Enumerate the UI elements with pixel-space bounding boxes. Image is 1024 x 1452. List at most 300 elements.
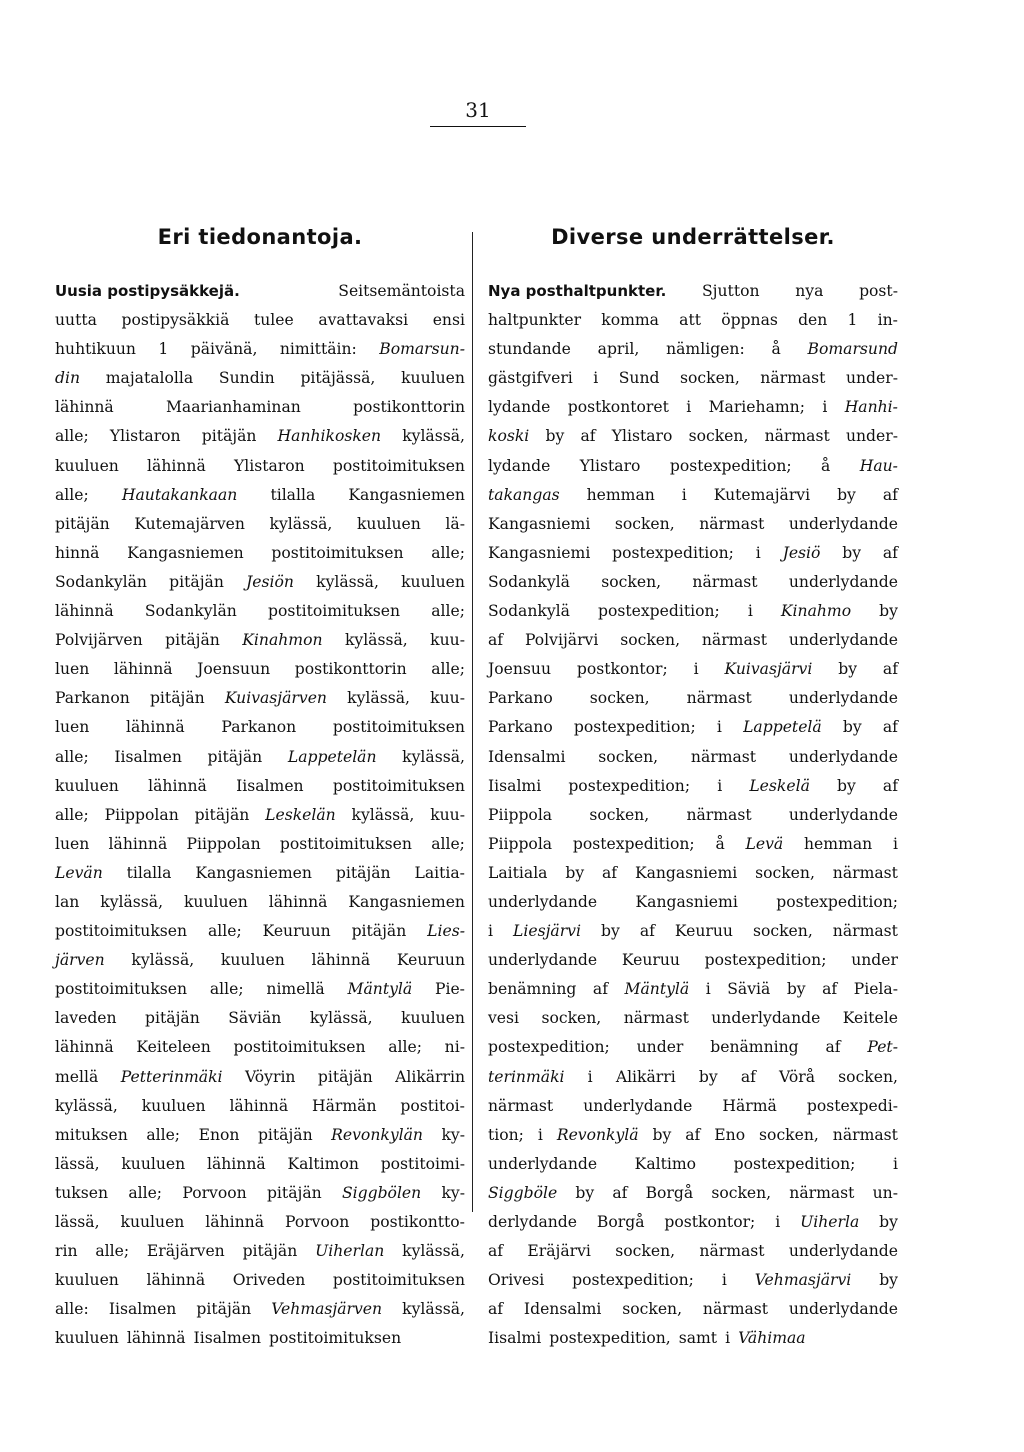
paragraph-lead: Uusia postipysäkkejä.	[55, 282, 240, 300]
text-word: Uiherlan	[315, 1242, 385, 1261]
text-word: Ylistaron	[233, 456, 305, 475]
text-word: nya	[795, 282, 824, 300]
text-word: af	[740, 1067, 756, 1086]
text-word: Orivesi	[488, 1271, 545, 1290]
text-word: närmast	[690, 747, 757, 766]
text-word: samt	[678, 1329, 718, 1348]
text-line	[55, 1033, 465, 1062]
text-word: i	[721, 1271, 727, 1290]
text-word: i	[593, 369, 599, 388]
text-word: Keuruun	[262, 922, 331, 941]
text-word: gästgifveri	[488, 369, 573, 388]
text-line	[55, 801, 465, 830]
text-word: alle;	[95, 1242, 130, 1261]
text-word: socken,	[688, 427, 749, 446]
text-word: postitoimituksen	[269, 1329, 402, 1348]
text-word: i	[775, 1213, 781, 1231]
text-word: pitäjän	[317, 1067, 373, 1086]
text-word: postexpedition;	[733, 1154, 856, 1173]
text-word: underlydande	[583, 1096, 693, 1115]
text-word: Porvoon	[284, 1213, 350, 1231]
text-word: Liesjärvi	[513, 922, 581, 941]
text-line	[55, 1324, 465, 1353]
text-word: Kangasniemi	[488, 514, 591, 533]
text-word: Kutemajärven	[134, 514, 245, 533]
text-word: by	[786, 980, 806, 999]
text-word: Säviä	[727, 980, 771, 999]
text-line	[55, 393, 465, 422]
text-word: lä-	[445, 514, 465, 533]
text-word: lässä,	[55, 1154, 100, 1173]
text-word: Sodankylä	[488, 572, 570, 591]
text-word: underlydande	[788, 689, 898, 708]
text-line	[488, 830, 898, 859]
text-word: socken,	[614, 514, 675, 533]
text-word: i	[822, 398, 828, 417]
text-word: by	[879, 1271, 898, 1290]
text-word: by	[565, 863, 585, 882]
text-line	[55, 917, 465, 946]
text-word: Sodankylä	[488, 602, 570, 621]
text-word: närmast	[699, 1242, 765, 1261]
text-word: pitäjän	[165, 631, 220, 650]
text-word: luen	[55, 660, 90, 679]
text-word: lan	[55, 892, 80, 911]
text-word: i	[755, 543, 761, 562]
text-word: Kutemajärvi	[713, 485, 811, 504]
text-word: Säviän	[228, 1009, 282, 1028]
text-word: postitoimituksen	[332, 776, 465, 795]
text-line	[488, 917, 898, 946]
text-word: Parkanon	[55, 689, 130, 708]
text-word: Borgå	[645, 1183, 694, 1202]
text-word: Härmä	[722, 1096, 777, 1115]
text-word: kuuluen	[220, 951, 285, 970]
section-title-finnish: Eri tiedonantoja.	[157, 225, 363, 249]
text-line	[488, 481, 898, 510]
text-word: Vörå	[779, 1067, 816, 1086]
text-line	[488, 1150, 898, 1179]
text-word: benämning	[488, 980, 577, 999]
text-word: Iisalmi	[488, 776, 542, 795]
text-word: Maarianhaminan	[165, 398, 301, 417]
text-word: postitoimituksen	[332, 456, 465, 475]
text-line	[55, 888, 465, 917]
text-word: kuuluen	[55, 456, 119, 475]
section-title-swedish: Diverse underrättelser.	[551, 225, 835, 249]
text-word: kuuluen	[121, 1154, 186, 1173]
text-word: ky-	[441, 1125, 465, 1144]
text-word: Vöyrin	[244, 1067, 296, 1086]
text-word: Sund	[618, 369, 660, 388]
text-line	[55, 510, 465, 539]
text-word: alle;	[55, 485, 89, 504]
text-word: socken,	[680, 369, 740, 388]
text-line	[488, 422, 898, 451]
text-line	[55, 277, 465, 306]
text-word: Laitiala	[488, 863, 548, 882]
text-word: kuuluen	[55, 1271, 119, 1290]
text-word: å	[821, 456, 831, 475]
text-line	[488, 859, 898, 888]
text-line	[55, 772, 465, 801]
text-word: kylässä,	[402, 1300, 465, 1319]
text-word: by	[575, 1183, 595, 1202]
text-word: alle;	[207, 922, 242, 941]
text-line	[488, 626, 898, 655]
text-word: Idensalmi	[523, 1300, 602, 1319]
text-word: järven	[55, 951, 105, 970]
text-line	[488, 452, 898, 481]
text-word: lähinnä	[229, 1096, 289, 1115]
text-line	[55, 1150, 465, 1179]
text-word: postikonttorin	[294, 660, 407, 679]
text-word: i	[892, 1154, 898, 1173]
text-word: underlydande	[788, 572, 898, 591]
text-word: Lappetelän	[287, 747, 377, 766]
text-word: i	[681, 485, 687, 504]
text-word: i	[892, 834, 898, 853]
text-line	[55, 364, 465, 393]
text-word: kylässä,	[347, 689, 410, 708]
text-word: kylässä,	[309, 1009, 373, 1028]
text-word: Bomarsund	[807, 340, 898, 359]
text-word: rin	[55, 1242, 78, 1261]
text-word: Piippola	[488, 805, 553, 824]
text-line	[488, 1092, 898, 1121]
text-line	[55, 830, 465, 859]
text-word: Pie-	[434, 980, 465, 999]
text-word: tion;	[488, 1125, 524, 1144]
finnish-column	[55, 225, 465, 1353]
text-word: alle;	[55, 427, 89, 446]
text-line	[55, 1121, 465, 1150]
text-word: närmast	[832, 922, 898, 941]
text-word: Revonkylän	[331, 1125, 423, 1144]
text-word: under	[851, 951, 898, 970]
text-word: laveden	[55, 1009, 117, 1028]
text-word: kuu-	[430, 631, 465, 650]
text-line	[55, 452, 465, 481]
text-word: lähinnä	[147, 456, 206, 475]
text-word: kuuluen	[141, 1096, 206, 1115]
text-line	[488, 539, 898, 568]
text-line	[488, 277, 898, 306]
text-word: pitäjän	[207, 747, 263, 766]
text-word: Sundin	[218, 369, 275, 388]
text-line	[488, 393, 898, 422]
text-line	[55, 1295, 465, 1324]
text-word: Kangasniemen	[195, 863, 312, 882]
text-line	[488, 655, 898, 684]
text-word: Kangasniemen	[348, 892, 465, 911]
text-word: lähinnä	[311, 951, 371, 970]
text-word: närmast	[702, 1300, 769, 1319]
text-word: under-	[845, 369, 898, 388]
text-word: närmast	[764, 427, 830, 446]
text-word: Kuivasjärven	[224, 689, 327, 708]
text-word: Keuruun	[396, 951, 465, 970]
text-word: i	[717, 776, 723, 795]
text-word: i	[537, 1125, 543, 1144]
text-word: underlydande	[488, 892, 598, 911]
text-word: alle;	[209, 980, 244, 999]
text-word: postexpedition;	[568, 776, 691, 795]
text-line	[488, 684, 898, 713]
text-word: pitäjän	[266, 1183, 322, 1202]
text-word: hemman	[586, 485, 655, 504]
text-word: af	[822, 980, 838, 999]
text-line	[488, 1063, 898, 1092]
text-word: postipysäkkiä	[121, 311, 230, 330]
text-line	[488, 306, 898, 335]
text-word: nämligen:	[666, 340, 745, 359]
text-word: lähinnä	[55, 398, 114, 417]
text-line	[55, 1063, 465, 1092]
text-word: pitäjän	[201, 427, 257, 446]
text-word: Parkanon	[221, 718, 297, 737]
text-word: Kinahmo	[780, 602, 852, 621]
text-word: postitoimituksen	[332, 718, 465, 737]
text-word: Sodankylän	[55, 572, 147, 591]
text-word: Mäntylä	[624, 980, 690, 999]
text-word: in-	[877, 311, 898, 330]
text-word: hinnä	[55, 543, 100, 562]
text-word: stundande	[488, 340, 571, 359]
text-line	[55, 335, 465, 364]
text-line	[488, 772, 898, 801]
text-word: postkontor;	[664, 1213, 756, 1231]
text-word: pitäjän	[242, 1242, 298, 1261]
text-word: Keitele	[842, 1009, 898, 1028]
text-word: af	[882, 776, 898, 795]
text-word: närmast	[623, 1009, 689, 1028]
text-word: by	[837, 485, 856, 504]
text-word: af	[488, 1242, 504, 1261]
text-word: närmast	[701, 631, 768, 650]
text-line	[55, 1208, 465, 1237]
text-word: socken,	[615, 1242, 676, 1261]
text-line	[55, 713, 465, 742]
text-word: postexpedition;	[573, 718, 696, 737]
text-word: Vehmasjärvi	[754, 1271, 852, 1290]
text-word: lähinnä	[268, 892, 328, 911]
text-word: Eno	[714, 1125, 746, 1144]
text-word: af	[882, 543, 898, 562]
text-word: Ylistaron	[109, 427, 181, 446]
text-word: kylässä,	[316, 572, 379, 591]
text-word: å	[715, 834, 725, 853]
paragraph-lead: Nya posthaltpunkter.	[488, 282, 667, 300]
text-word: pitäjän	[145, 1009, 200, 1028]
text-line	[55, 946, 465, 975]
text-word: kylässä,	[402, 747, 465, 766]
text-word: underlydande	[488, 951, 598, 970]
text-word: i	[705, 980, 711, 999]
text-word: Härmän	[312, 1096, 377, 1115]
text-word: pitäjän	[169, 572, 224, 591]
text-line	[55, 1237, 465, 1266]
text-word: Leskelän	[265, 805, 336, 824]
text-word: af	[825, 1038, 841, 1057]
text-word: by	[837, 776, 856, 795]
text-word: pitäjän	[149, 689, 205, 708]
text-word: kylässä,	[55, 1096, 118, 1115]
swedish-column	[488, 225, 898, 1353]
text-word: tulee	[253, 311, 294, 330]
text-word: Vehmasjärven	[271, 1300, 383, 1319]
text-word: päivänä,	[190, 340, 258, 359]
text-word: Keuruu	[674, 922, 733, 941]
text-word: by	[601, 922, 620, 941]
text-word: mituksen	[55, 1125, 128, 1144]
text-word: avattavaksi	[318, 311, 409, 330]
text-word: hemman	[804, 834, 873, 853]
text-word: by	[879, 602, 898, 621]
text-word: öppnas	[721, 311, 778, 330]
text-word: postexpedition;	[572, 834, 695, 853]
text-line	[488, 1004, 898, 1033]
text-word: postexpedi-	[806, 1096, 898, 1115]
text-word: nimellä	[266, 980, 325, 999]
text-word: postexpedition;	[776, 892, 898, 911]
text-word: postexpedition;	[572, 1271, 694, 1290]
text-line	[55, 859, 465, 888]
text-word: Hanhikosken	[277, 427, 382, 446]
text-word: by	[545, 427, 565, 446]
text-word: post-	[859, 282, 898, 300]
text-word: underlydande	[788, 1300, 898, 1319]
text-word: af	[488, 631, 504, 650]
text-word: pitäjän	[55, 514, 110, 533]
text-word: postexpedition;	[598, 602, 720, 621]
text-line	[488, 568, 898, 597]
text-line	[488, 1237, 898, 1266]
text-word: Keuruu	[621, 951, 680, 970]
text-line	[488, 1324, 898, 1353]
text-word: lähinnä	[146, 1271, 206, 1290]
text-word: by	[698, 1067, 718, 1086]
text-word: Kangasniemen	[127, 543, 244, 562]
text-word: postexpedition;	[488, 1038, 610, 1057]
text-word: Kangasniemi	[634, 863, 738, 882]
text-word: kylässä,	[402, 1242, 465, 1261]
text-line	[55, 1092, 465, 1121]
text-word: lydande	[488, 456, 551, 475]
text-word: alle:	[55, 1300, 89, 1319]
text-line	[55, 1004, 465, 1033]
text-word: af	[882, 485, 898, 504]
text-word: närmast	[832, 863, 898, 882]
text-word: 1	[158, 340, 169, 359]
text-line	[488, 364, 898, 393]
text-word: socken,	[598, 747, 659, 766]
text-word: uutta	[55, 311, 97, 330]
text-word: haltpunkter	[488, 311, 582, 330]
text-word: Levä	[745, 834, 784, 853]
text-word: under	[636, 1038, 684, 1057]
text-word: Bomarsun-	[379, 340, 465, 359]
text-word: socken,	[601, 572, 662, 591]
text-word: Siggbölen	[341, 1183, 422, 1202]
text-word: postikontto-	[370, 1213, 465, 1231]
text-word: lähinnä	[113, 660, 173, 679]
text-word: mellä	[55, 1067, 99, 1086]
text-word: Kangasniemi	[635, 892, 738, 911]
text-word: af	[602, 863, 618, 882]
text-word: lähinnä	[205, 1213, 264, 1231]
text-word: pitäjän	[335, 863, 391, 882]
text-line	[55, 655, 465, 684]
column-divider	[472, 232, 473, 1212]
text-word: postitoimituksen	[55, 922, 188, 941]
text-word: Mäntylä	[347, 980, 413, 999]
text-word: underlydande	[788, 514, 898, 533]
text-word: Iisalmi	[488, 1329, 542, 1348]
text-word: af	[882, 660, 898, 679]
text-word: närmast	[692, 572, 758, 591]
text-word: un-	[872, 1183, 898, 1202]
text-line	[488, 888, 898, 917]
text-word: af	[639, 922, 655, 941]
text-line	[488, 801, 898, 830]
text-word: i	[693, 660, 699, 679]
text-word: lydande	[488, 398, 551, 417]
text-word: närmast	[699, 514, 765, 533]
text-word: postexpedition;	[704, 951, 827, 970]
text-word: kuu-	[430, 805, 465, 824]
text-line	[55, 422, 465, 451]
text-word: Kangasniemi	[488, 543, 591, 562]
text-word: närmast	[686, 689, 752, 708]
text-word: Piippolan	[186, 834, 261, 853]
text-word: tilalla	[126, 863, 172, 882]
text-word: kuuluen	[401, 572, 465, 591]
text-word: pitäjän	[196, 1300, 252, 1319]
text-word: i	[725, 1329, 731, 1348]
text-line	[488, 975, 898, 1004]
text-word: kuuluen	[55, 1329, 119, 1348]
text-word: Parkano	[488, 718, 553, 737]
text-word: luen	[55, 718, 90, 737]
text-word: lässä,	[55, 1213, 100, 1231]
text-word: Vähimaa	[738, 1329, 806, 1348]
text-word: Kaltimon	[287, 1154, 359, 1173]
text-word: terinmäki	[488, 1067, 565, 1086]
text-word: kuuluen	[183, 892, 248, 911]
text-word: pitäjässä,	[300, 369, 376, 388]
text-line	[488, 335, 898, 364]
text-word: Lappetelä	[743, 718, 822, 737]
text-word: Enon	[198, 1125, 240, 1144]
text-word: lähinnä	[55, 1038, 114, 1057]
text-word: Kaltimo	[634, 1154, 697, 1173]
text-word: postexpedition,	[549, 1329, 671, 1348]
text-line	[488, 510, 898, 539]
text-word: Piippolan	[104, 805, 179, 824]
text-word: socken,	[541, 1009, 602, 1028]
text-word: underlydande	[788, 747, 898, 766]
text-word: Parkano	[488, 689, 553, 708]
text-word: Joensuun	[197, 660, 271, 679]
text-word: by	[652, 1125, 672, 1144]
text-word: Iisalmen	[236, 776, 304, 795]
text-word: postexpedition;	[669, 456, 792, 475]
text-word: 1	[847, 311, 858, 330]
text-word: alle;	[146, 1125, 181, 1144]
text-word: lähinnä	[108, 834, 168, 853]
text-word: pitäjän	[351, 922, 407, 941]
